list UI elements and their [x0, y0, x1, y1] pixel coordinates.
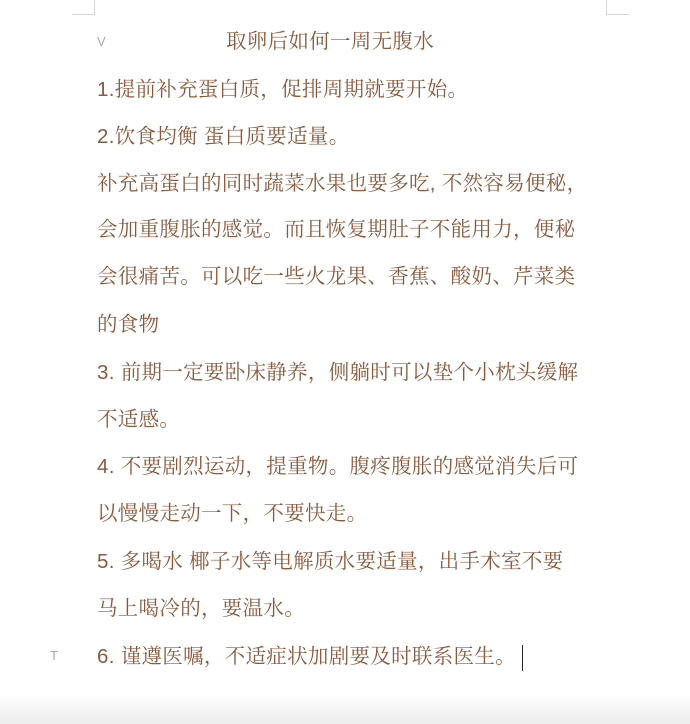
text-line[interactable]: 3. 前期一定要卧床静养，侧躺时可以垫个小枕头缓解	[97, 361, 579, 384]
text-line[interactable]: 5. 多喝水 椰子水等电解质水要适量，出手术室不要	[97, 550, 564, 573]
paragraph-marker-top: V	[97, 34, 106, 49]
paragraph-marker-bottom: T	[50, 648, 58, 663]
text-line[interactable]: 2.饮食均衡 蛋白质要适量。	[97, 125, 350, 148]
page-corner-left	[72, 0, 95, 15]
text-cursor	[522, 645, 524, 671]
text-line[interactable]: 的食物	[97, 313, 160, 336]
page-corner-right	[606, 0, 629, 15]
text-line[interactable]: 马上喝冷的，要温水。	[97, 597, 305, 620]
text-line[interactable]: 会加重腹胀的感觉。而且恢复期肚子不能用力，便秘	[97, 218, 576, 241]
text-line-last[interactable]	[97, 643, 523, 671]
text-line[interactable]: 不适感。	[97, 408, 181, 431]
document-title: 取卵后如何一周无腹水	[226, 30, 434, 53]
text-line[interactable]: 6. 谨遵医嘱，不适症状加剧要及时联系医生。	[97, 645, 516, 668]
page-bottom-shadow	[0, 694, 690, 724]
text-line[interactable]: 会很痛苦。可以吃一些火龙果、香蕉、酸奶、芹菜类	[97, 265, 576, 288]
text-line[interactable]: 1.提前补充蛋白质，促排周期就要开始。	[97, 78, 469, 101]
text-line[interactable]: 以慢慢走动一下，不要快走。	[97, 502, 368, 525]
text-line[interactable]: 4. 不要剧烈运动，提重物。腹疼腹胀的感觉消失后可	[97, 455, 579, 478]
text-line[interactable]: 补充高蛋白的同时蔬菜水果也要多吃, 不然容易便秘，	[97, 172, 588, 195]
